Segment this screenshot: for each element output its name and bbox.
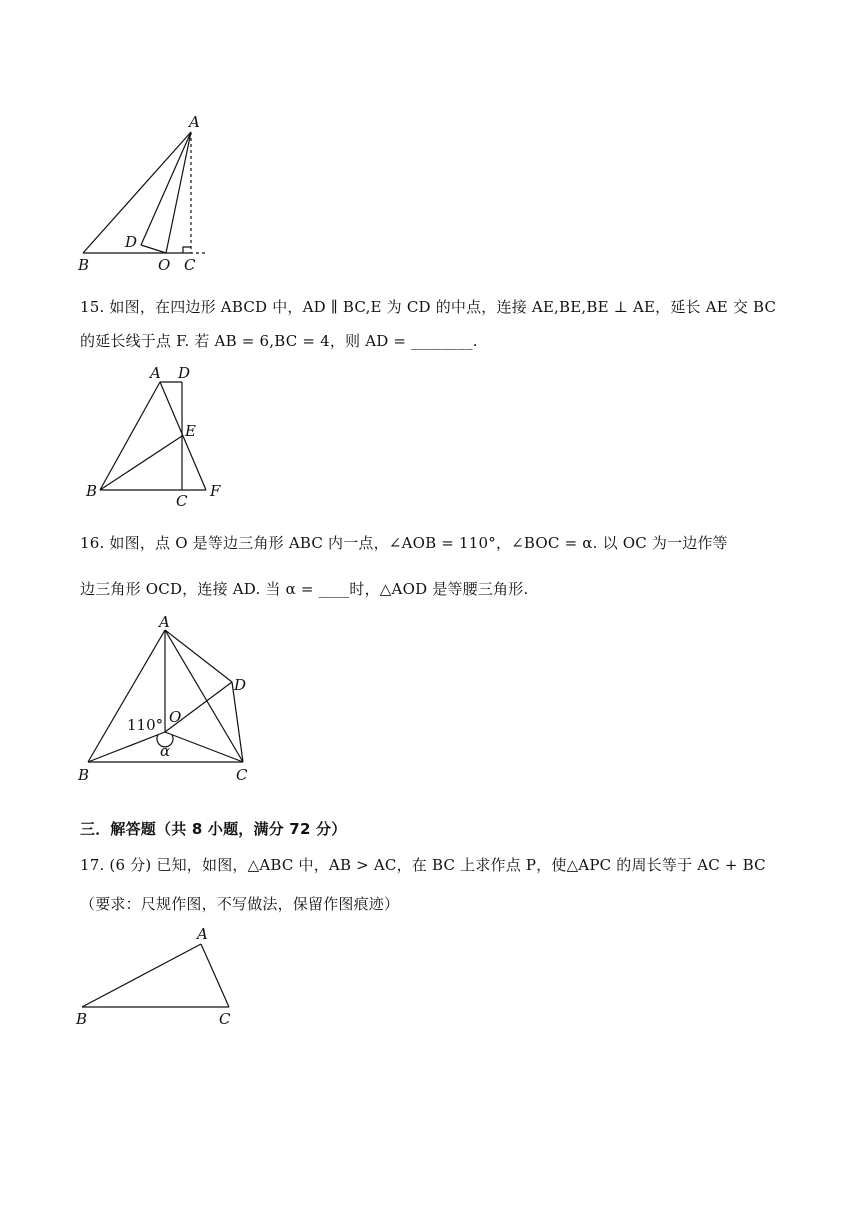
figure-q14 <box>70 112 230 274</box>
question-15-line-1: 15. 如图，在四边形 ABCD 中，AD ∥ BC,E 为 CD 的中点，连接 AE,BE,BE ⊥ AE，延长 AE 交 BC <box>80 298 777 316</box>
label-o: O <box>158 256 171 274</box>
label-d: D <box>234 676 247 694</box>
angle-label-110: 110° <box>127 716 164 734</box>
label-c: C <box>176 492 188 510</box>
segment-ac <box>165 630 243 762</box>
label-o: O <box>169 708 182 726</box>
label-a: A <box>197 925 208 943</box>
label-a: A <box>150 364 161 382</box>
segment-ac <box>201 944 229 1007</box>
question-17-line-2: （要求：尺规作图，不写做法，保留作图痕迹） <box>80 895 400 913</box>
label-b: B <box>86 482 98 500</box>
label-f: F <box>210 482 221 500</box>
segment-be <box>100 436 182 490</box>
question-16-line-2: 边三角形 OCD，连接 AD. 当 α = ____时，△AOD 是等腰三角形. <box>80 580 529 598</box>
label-c: C <box>219 1010 231 1028</box>
section-3-title: 三．解答题（共 8 小题，满分 72 分） <box>80 820 347 838</box>
segment-ao <box>166 132 191 253</box>
segment-dc <box>232 682 243 762</box>
figure-q17 <box>70 922 250 1032</box>
angle-label-alpha: α <box>160 742 171 760</box>
segment-bo <box>88 732 165 762</box>
figure-q15 <box>80 362 230 512</box>
segment-do <box>141 245 166 253</box>
label-d: D <box>125 233 138 251</box>
figure-q16 <box>72 612 272 790</box>
label-c: C <box>236 766 248 784</box>
segment-ab <box>88 630 165 762</box>
label-b: B <box>76 1010 88 1028</box>
label-b: B <box>78 256 90 274</box>
segment-af <box>160 382 206 490</box>
label-a: A <box>159 613 170 631</box>
question-17-line-1: 17. (6 分) 已知，如图，△ABC 中，AB > AC，在 BC 上求作点 P，使△APC 的周长等于 AC + BC <box>80 856 766 874</box>
label-d: D <box>178 364 191 382</box>
segment-ad <box>165 630 232 682</box>
label-a: A <box>189 113 200 131</box>
label-b: B <box>78 766 90 784</box>
right-angle-mark <box>183 247 191 253</box>
segment-oc <box>165 732 243 762</box>
segment-ab <box>100 382 160 490</box>
question-16-line-1: 16. 如图，点 O 是等边三角形 ABC 内一点，∠AOB = 110°，∠BOC = α. 以 OC 为一边作等 <box>80 534 728 552</box>
segment-ad <box>141 132 191 245</box>
segment-ab <box>82 944 201 1007</box>
label-c: C <box>184 256 196 274</box>
label-e: E <box>185 422 196 440</box>
question-15-line-2: 的延长线于点 F. 若 AB = 6,BC = 4，则 AD = ________. <box>80 332 478 350</box>
